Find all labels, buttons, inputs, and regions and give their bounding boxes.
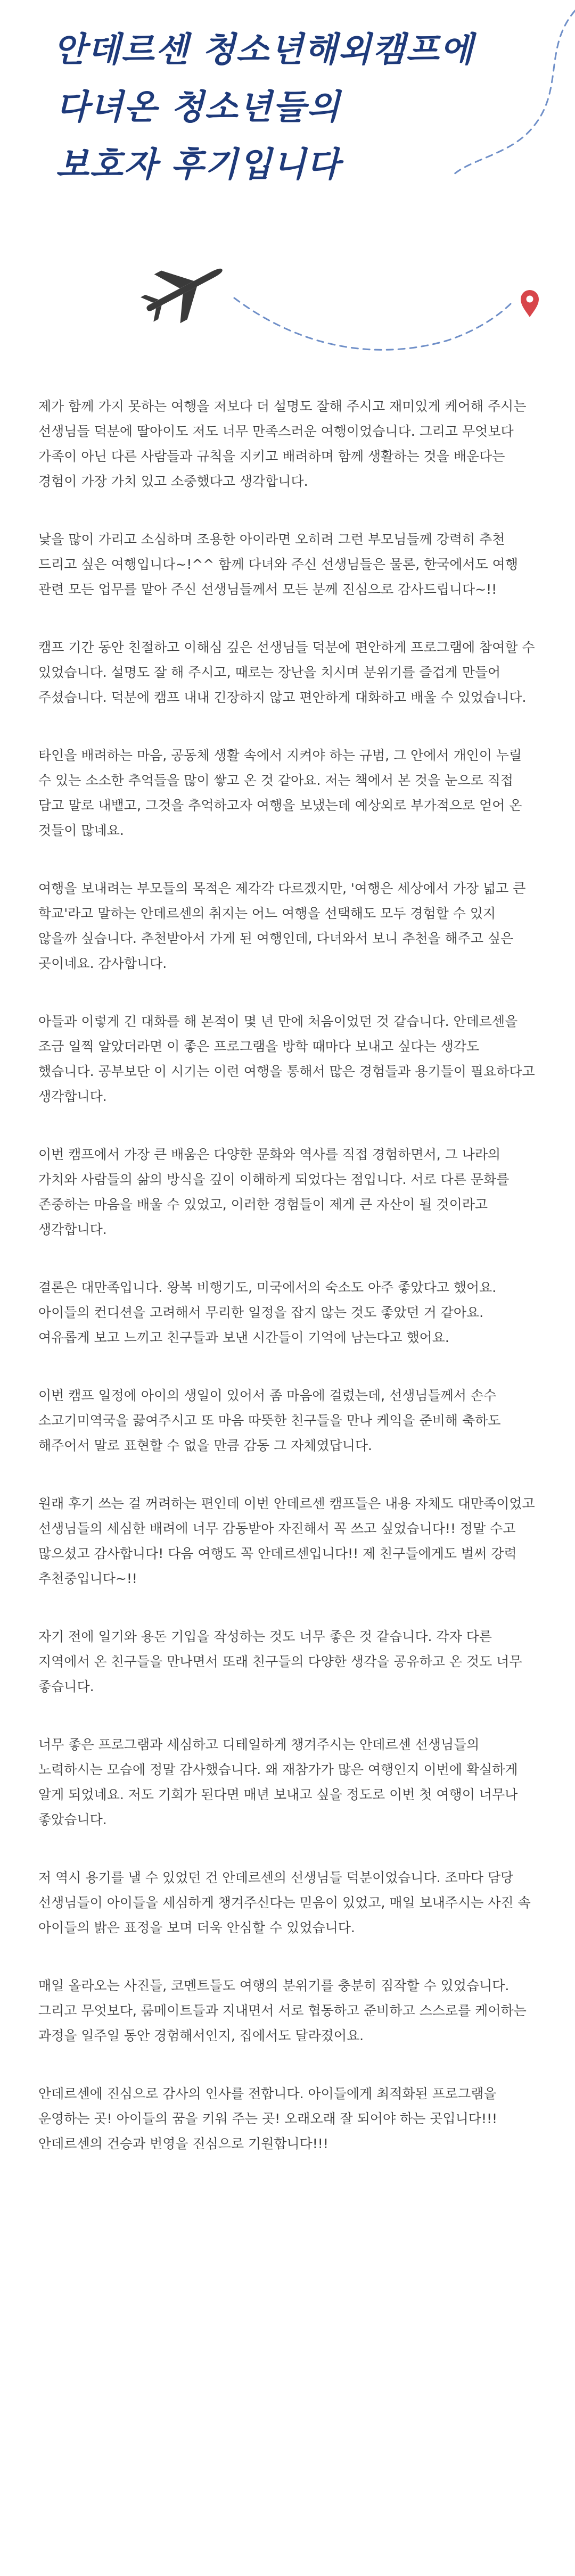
- review-paragraph: 안데르센에 진심으로 감사의 인사를 전합니다. 아이들에게 최적화된 프로그램을 운영하는 곳! 아이들의 꿈을 키워 주는 곳! 오래오래 잘 되어야 하는 곳입니다!!! 안데르센의 건승과 번영을 진심으로 기원합니다!!!: [38, 2086, 498, 2151]
- review-list: [38, 394, 537, 2189]
- review-paragraph: 제가 함께 가지 못하는 여행을 저보다 더 설명도 잘해 주시고 재미있게 케어해 주시는 선생님들 덕분에 딸아이도 저도 너무 만족스러운 여행이었습니다. 그리고 무엇보다 가족이 아닌 다른 사람들과 규칙을 지키고 배려하며 함께 생활하는 것을 배운다는 경험이 가장 가치 있고 소중했다고 생각합니다.: [38, 399, 527, 489]
- review-paragraph: 이번 캠프 일정에 아이의 생일이 있어서 좀 마음에 걸렸는데, 선생님들께서 손수 소고기미역국을 끓여주시고 또 마음 따뜻한 친구들을 만나 케익을 준비해 축하도 해주어서 말로 표현할 수 없을 만큼 감동 그 자체였답니다.: [38, 1388, 501, 1453]
- review-paragraph: 여행을 보내려는 부모들의 목적은 제각각 다르겠지만, '여행은 세상에서 가장 넓고 큰 학교'라고 말하는 안데르센의 취지는 어느 여행을 선택해도 모두 경험할 수 있지 않을까 싶습니다. 추천받아서 가게 된 여행인데, 다녀와서 보니 추천을 해주고 싶은 곳이네요. 감사합니다.: [38, 881, 526, 971]
- review-paragraph: 아들과 이렇게 긴 대화를 해 본적이 몇 년 만에 처음이었던 것 같습니다. 안데르센을 조금 일찍 알았더라면 이 좋은 프로그램을 방학 때마다 보내고 싶다는 생각도 했습니다. 공부보단 이 시기는 이런 여행을 통해서 많은 경험들과 용기들이 필요하다고 생각합니다.: [38, 1014, 535, 1104]
- review-paragraph: 자기 전에 일기와 용돈 기입을 작성하는 것도 너무 좋은 것 같습니다. 각자 다른 지역에서 온 친구들을 만나면서 또래 친구들의 다양한 생각을 공유하고 온 것도 너무 좋습니다.: [38, 1629, 522, 1694]
- review-paragraph: 원래 후기 쓰는 걸 꺼려하는 편인데 이번 안데르센 캠프들은 내용 자체도 대만족이었고 선생님들의 세심한 배려에 너무 감동받아 자진해서 꼭 쓰고 싶었습니다!! 정말 수고 많으셨고 감사합니다! 다음 여행도 꼭 안데르센입니다!! 제 친구들에게도 벌써 강력 추천중입니다~!!: [38, 1496, 535, 1586]
- airplane-icon: [134, 245, 235, 334]
- review-paragraph: 캠프 기간 동안 친절하고 이해심 깊은 선생님들 덕분에 편안하게 프로그램에 참여할 수 있었습니다. 설명도 잘 해 주시고, 때로는 장난을 치시며 분위기를 즐겁게 만들어 주셨습니다. 덕분에 캠프 내내 긴장하지 않고 편안하게 대화하고 배울 수 있었습니다.: [38, 640, 535, 705]
- title-line-2: 다녀온 청소년들의: [56, 87, 341, 127]
- flight-path-bottom: [234, 298, 511, 350]
- page-title: [53, 21, 532, 194]
- review-paragraph: 낯을 많이 가리고 소심하며 조용한 아이라면 오히려 그런 부모님들께 강력히 추천 드리고 싶은 여행입니다~!^^ 함께 다녀와 주신 선생님들은 물론, 한국에서도 여행 관련 모든 업무를 맡아 주신 선생님들께서 모든 분께 진심으로 감사드립니다~!!: [38, 532, 518, 597]
- review-paragraph: 저 역시 용기를 낼 수 있었던 건 안데르센의 선생님들 덕분이었습니다. 조마다 담당 선생님들이 아이들을 세심하게 챙겨주신다는 믿음이 있었고, 매일 보내주시는 사진 속 아이들의 밝은 표정을 보며 더욱 안심할 수 있었습니다.: [38, 1870, 531, 1935]
- title-line-3: 보호자 후기입니다: [56, 145, 341, 185]
- location-pin-icon: [521, 290, 539, 317]
- review-paragraph: 너무 좋은 프로그램과 세심하고 디테일하게 챙겨주시는 안데르센 선생님들의 노력하시는 모습에 정말 감사했습니다. 왜 재참가가 많은 여행인지 이번에 확실하게 알게 되었네요. 저도 기회가 된다면 매년 보내고 싶을 정도로 이번 첫 여행이 너무나 좋았습니다.: [38, 1737, 518, 1827]
- header-hero: [0, 0, 575, 383]
- review-paragraph: 이번 캠프에서 가장 큰 배움은 다양한 문화와 역사를 직접 경험하면서, 그 나라의 가치와 사람들의 삶의 방식을 깊이 이해하게 되었다는 점입니다. 서로 다른 문화를 존중하는 마음을 배울 수 있었고, 이러한 경험들이 제게 큰 자산이 될 것이라고 생각합니다.: [38, 1147, 510, 1237]
- title-line-1: 안데르센 청소년해외캠프에: [53, 30, 474, 70]
- review-paragraph: 결론은 대만족입니다. 왕복 비행기도, 미국에서의 숙소도 아주 좋았다고 했어요. 아이들의 컨디션을 고려해서 무리한 일정을 잡지 않는 것도 좋았던 거 같아요. 여유롭게 보고 느끼고 친구들과 보낸 시간들이 기억에 남는다고 했어요.: [38, 1280, 497, 1345]
- review-paragraph: 타인을 배려하는 마음, 공동체 생활 속에서 지켜야 하는 규범, 그 안에서 개인이 누릴 수 있는 소소한 추억들을 많이 쌓고 온 것 같아요. 저는 책에서 본 것을 눈으로 직접 담고 말로 내뱉고, 그것을 추억하고자 여행을 보냈는데 예상외로 부가적으로 얻어 온 것들이 많네요.: [38, 748, 522, 838]
- review-paragraph: 매일 올라오는 사진들, 코멘트들도 여행의 분위기를 충분히 짐작할 수 있었습니다. 그리고 무엇보다, 룸메이트들과 지내면서 서로 협동하고 준비하고 스스로를 케어하는 과정을 일주일 동안 경험해서인지, 집에서도 달라졌어요.: [38, 1978, 527, 2043]
